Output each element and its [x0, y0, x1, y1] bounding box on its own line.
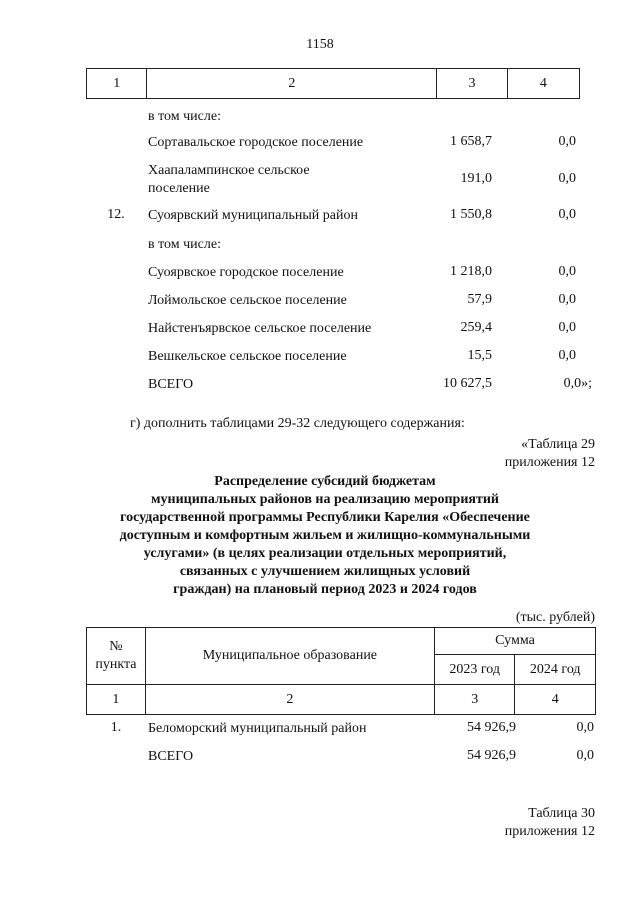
- appendix-caption: приложения 12: [504, 824, 595, 839]
- header-table-top: [86, 68, 580, 99]
- value-2023: 54 926,9: [467, 720, 516, 735]
- value-col3: 1 218,0: [450, 264, 492, 279]
- title-line: Распределение субсидий бюджетам: [214, 474, 436, 489]
- title-line: доступным и комфортным жильем и жилищно-коммунальными: [119, 528, 531, 543]
- page-number: 1158: [306, 37, 334, 52]
- header-year-2024: 2024 год: [515, 655, 596, 685]
- total-2023: 54 926,9: [467, 748, 516, 763]
- table-29-title: [60, 473, 590, 599]
- column-index-1: 1: [87, 69, 147, 99]
- municipality-name: Хаапалампинское сельское поселение: [148, 163, 310, 196]
- value-col4: 0,0: [558, 320, 576, 335]
- value-col3: 1 550,8: [450, 207, 492, 222]
- value-col4: 0,0: [558, 348, 576, 363]
- value-col3: 191,0: [460, 171, 492, 186]
- row-number: 1.: [110, 720, 122, 735]
- total-2024: 0,0: [576, 748, 594, 763]
- value-col3: 259,4: [460, 320, 492, 335]
- table-row-total: [0, 748, 640, 768]
- table-row: [0, 720, 640, 740]
- municipality-name: Суоярвское городское поселение: [148, 265, 344, 280]
- table-row: [0, 108, 640, 128]
- title-line: услугами» (в целях реализации отдельных мероприятий,: [143, 546, 507, 561]
- row-number: 12.: [107, 207, 125, 222]
- value-2024: 0,0: [576, 720, 594, 735]
- row-label: в том числе:: [148, 237, 221, 252]
- value-col4: 0,0: [558, 134, 576, 149]
- municipality-name: Вешкельское сельское поселение: [148, 349, 347, 364]
- table-29-caption: «Таблица 29: [521, 437, 595, 452]
- table-row: [0, 236, 640, 256]
- municipality-name: Сортавальское городское поселение: [148, 135, 364, 150]
- municipality-name: Лоймольское сельское поселение: [148, 293, 347, 308]
- title-line: муниципальных районов на реализацию мероприятий: [151, 492, 499, 507]
- header-number: № пункта: [87, 628, 146, 685]
- table-row: [0, 264, 640, 284]
- header-year-2023: 2023 год: [434, 655, 515, 685]
- table-row-total: [0, 376, 640, 396]
- total-col4: 0,0»;: [563, 376, 592, 391]
- value-col3: 57,9: [467, 292, 492, 307]
- column-index-4: 4: [515, 685, 596, 715]
- municipality-name: Найстенъярвское сельское поселение: [148, 321, 372, 336]
- table-row: [0, 207, 640, 227]
- total-col3: 10 627,5: [443, 376, 492, 391]
- table-row: [0, 162, 640, 196]
- unit-label: (тыс. рублей): [515, 610, 595, 625]
- total-label: ВСЕГО: [148, 749, 194, 764]
- header-municipality: Муниципальное образование: [145, 628, 434, 685]
- table-row: [0, 292, 640, 312]
- table-row: [0, 134, 640, 154]
- value-col4: 0,0: [558, 264, 576, 279]
- column-index-1: 1: [87, 685, 146, 715]
- title-line: связанных с улучшением жилищных условий: [179, 564, 471, 579]
- value-col4: 0,0: [558, 207, 576, 222]
- municipality-name: Беломорский муниципальный район: [148, 721, 367, 736]
- municipality-name: Суоярвский муниципальный район: [148, 208, 358, 223]
- column-index-2: 2: [147, 69, 437, 99]
- column-index-3: 3: [434, 685, 515, 715]
- column-index-3: 3: [437, 69, 507, 99]
- value-col3: 1 658,7: [450, 134, 492, 149]
- value-col3: 15,5: [467, 348, 492, 363]
- amendment-paragraph: г) дополнить таблицами 29-32 следующего содержания:: [130, 416, 465, 431]
- appendix-caption: приложения 12: [504, 455, 595, 470]
- header-sum: Сумма: [434, 628, 595, 655]
- table-30-caption: Таблица 30: [528, 806, 595, 821]
- value-col4: 0,0: [558, 171, 576, 186]
- value-col4: 0,0: [558, 292, 576, 307]
- table-row: [0, 320, 640, 340]
- table-row: [0, 348, 640, 368]
- title-line: государственной программы Республики Карелия «Обеспечение: [120, 510, 530, 525]
- title-line: граждан) на плановый период 2023 и 2024 годов: [173, 582, 477, 597]
- table-29: [86, 627, 596, 715]
- total-label: ВСЕГО: [148, 377, 194, 392]
- column-index-2: 2: [145, 685, 434, 715]
- column-index-4: 4: [507, 69, 579, 99]
- row-label: в том числе:: [148, 109, 221, 124]
